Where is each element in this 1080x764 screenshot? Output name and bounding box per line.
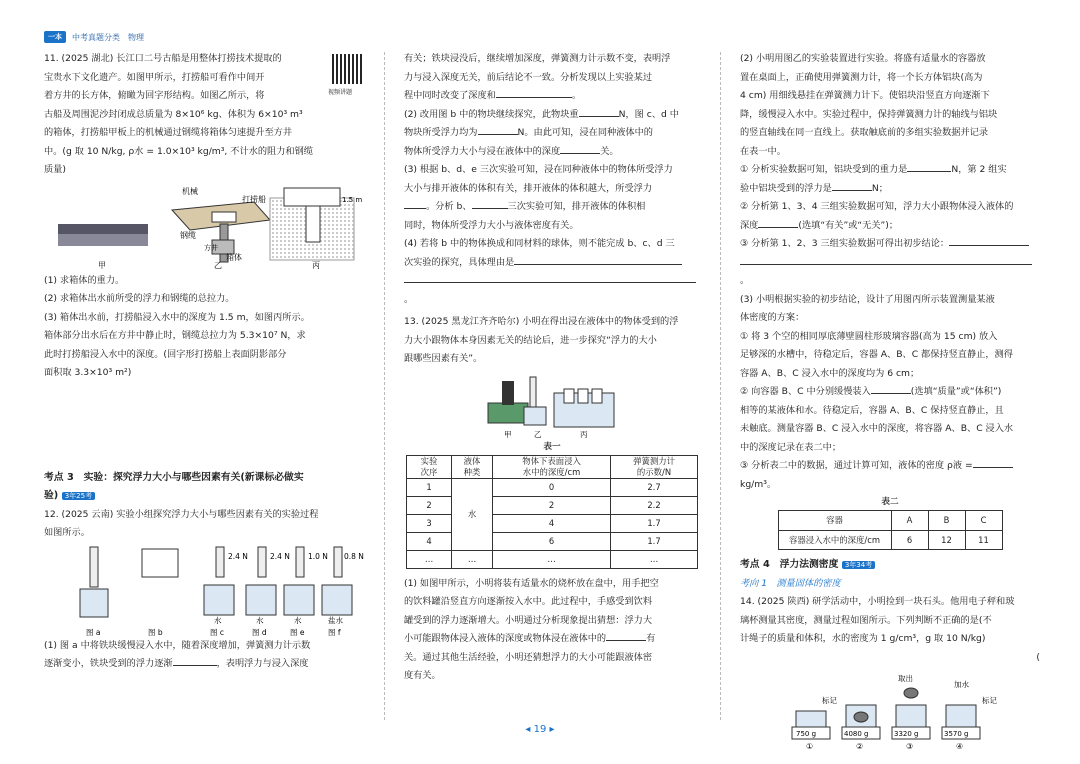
table2-header: A bbox=[891, 511, 928, 531]
reading-f: 0.8 N bbox=[344, 551, 364, 561]
page-number-value: 19 bbox=[533, 724, 547, 735]
container-yi bbox=[524, 407, 546, 425]
table1-cell: 4 bbox=[493, 514, 611, 532]
beaker-jia bbox=[488, 403, 528, 423]
q14-line: 计绳子的质量和体积，水的密度为 1 g/cm³，g 取 10 N/kg) bbox=[740, 633, 986, 644]
q12-part4: (4) 若将 b 中的物体换成和同材料的球体，则不能完成 b、c、d 三 bbox=[404, 238, 675, 249]
q13-sub3: ③ 分析第 1、2、3 三组实验数据可得出初步结论： bbox=[740, 238, 950, 249]
q13-part3: 容器 A、B、C 浸入水中的深度均为 6 cm； bbox=[740, 367, 920, 379]
caption-d: 图 d bbox=[252, 627, 267, 637]
reading-d: 2.4 N bbox=[270, 551, 290, 561]
caption-f: 图 f bbox=[328, 627, 341, 637]
table1-liquid: 水 bbox=[452, 478, 493, 550]
step-2: ② bbox=[856, 742, 864, 751]
q13-part3: (3) 小明根据实验的初步结论，设计了用图丙所示装置测量某液 bbox=[740, 293, 995, 305]
q13-part3: ③ 分析表二中的数据，通过计算可知，液体的密度 ρ液 = bbox=[740, 460, 973, 471]
q12-part1-text: ，表明浮力与浸入深度 bbox=[216, 658, 309, 669]
q13-part3: 体密度的方案： bbox=[740, 312, 805, 323]
q11-part: (3) 箱体出水前，打捞船浸入水中的深度为 1.5 m，如图丙所示。 bbox=[44, 311, 310, 323]
step-4: ④ bbox=[956, 742, 964, 751]
label-mark: 标记 bbox=[982, 696, 997, 705]
table2-cell: 容器浸入水中的深度/cm bbox=[778, 530, 891, 550]
q12-part3: 。分析 b、 bbox=[426, 201, 472, 212]
table1-cell: 2.2 bbox=[611, 496, 698, 514]
q13-part1: (1) 如图甲所示，小明将装有适量水的烧杯放在盘中，用手把空 bbox=[404, 577, 659, 589]
q12-part1-text: 逐渐变小，铁块受到的浮力逐渐 bbox=[44, 658, 173, 669]
table1-title: 表一 bbox=[543, 441, 561, 452]
table1-cell: 1.7 bbox=[611, 514, 698, 532]
kp3-title-cont: 验) bbox=[44, 490, 59, 501]
label-box: 箱体 bbox=[226, 252, 242, 262]
label-cable: 钢缆 bbox=[180, 230, 196, 240]
scale-measurement-diagram bbox=[740, 667, 1040, 751]
caption-e: 图 e bbox=[290, 627, 305, 637]
liquid-e: 水 bbox=[294, 615, 302, 625]
q11-part: (2) 求箱体出水前所受的浮力和钢缆的总拉力。 bbox=[44, 293, 235, 304]
table-1 bbox=[406, 455, 698, 569]
q13-part3: ① 将 3 个空的相同厚底薄壁圆柱形玻璃容器(高为 15 cm) 放入 bbox=[740, 330, 998, 342]
q12-line: 12. (2025 云南) 实验小组探究浮力大小与哪些因素有关的实验过程 bbox=[44, 508, 319, 520]
series-title: 中考真题分类 bbox=[72, 32, 120, 42]
table1-cell: … bbox=[452, 550, 493, 568]
answer-space bbox=[44, 383, 366, 469]
table1-header: 实验 次序 bbox=[407, 455, 452, 478]
answer-blank[interactable] bbox=[514, 254, 682, 265]
q12-part3: (3) 根据 b、d、e 三次实验可知，浸在同种液体中的物体所受浮力 bbox=[404, 164, 673, 175]
q13-part2: 4 cm) 用细线悬挂在弹簧测力计下。使铝块沿竖直方向逐渐下 bbox=[740, 90, 990, 101]
kp3-tag: 3年25考 bbox=[62, 492, 95, 500]
answer-blank[interactable] bbox=[949, 235, 1029, 246]
answer-blank[interactable] bbox=[871, 383, 911, 394]
caption-yi: 乙 bbox=[534, 429, 542, 439]
q13-part3: 未触底。测量容器 B、C 浸入水中的深度，将容器 A、B、C 浸入水 bbox=[740, 423, 1014, 434]
answer-blank[interactable] bbox=[472, 198, 508, 209]
left-column bbox=[44, 50, 366, 674]
table2-cell: 6 bbox=[891, 530, 928, 550]
q13-sub2: 深度 bbox=[740, 219, 759, 231]
qr-label: 视频讲题 bbox=[328, 89, 353, 96]
qr-code[interactable] bbox=[332, 54, 362, 84]
label-take-out: 取出 bbox=[898, 674, 913, 683]
spring-scale-diagram bbox=[44, 543, 366, 637]
reading-2: 4080 g bbox=[844, 730, 869, 738]
q14-figure bbox=[740, 667, 1040, 751]
table2-header: C bbox=[965, 511, 1002, 531]
q13-part1: 关。通过其他生活经验，小明还猜想浮力的大小可能跟液体密 bbox=[404, 651, 653, 663]
q12-part2: N，图 c、d 中 bbox=[618, 108, 679, 120]
reading-4: 3570 g bbox=[944, 730, 969, 738]
liquid-f: 盐水 bbox=[328, 615, 343, 625]
q13-line: 13. (2025 黑龙江齐齐哈尔) 小明在得出浸在液体中的物体受到的浮 bbox=[404, 316, 679, 327]
q12-line: 有关；铁块浸没后，继续增加深度，弹簧测力计示数不变，表明浮 bbox=[404, 53, 671, 64]
answer-blank[interactable] bbox=[758, 217, 798, 228]
q13-part3: kg/m³。 bbox=[740, 478, 777, 490]
table2-title: 表二 bbox=[881, 497, 899, 507]
answer-blank[interactable] bbox=[560, 143, 600, 154]
label-machine: 机械 bbox=[182, 186, 198, 196]
q11-line: 古船及周围泥沙封闭成总质量为 8×10⁶ kg、体积为 6×10³ m³ bbox=[44, 108, 303, 120]
q13-sub1: N，第 2 组实 bbox=[951, 164, 1007, 175]
caption-a: 图 a bbox=[86, 627, 101, 637]
series-badge: 一本 bbox=[44, 31, 66, 43]
table1-cell: 2 bbox=[407, 496, 452, 514]
kp4-tag: 3年34考 bbox=[842, 561, 875, 569]
answer-blank[interactable] bbox=[496, 87, 572, 98]
q12-part2: 关。 bbox=[600, 145, 619, 157]
label-depth: 1.5 m bbox=[342, 195, 363, 204]
reading-3: 3320 g bbox=[894, 730, 919, 738]
table1-cell: … bbox=[611, 550, 698, 568]
answer-blank[interactable] bbox=[478, 124, 518, 135]
q13-sub1: 验中铝块受到的浮力是 bbox=[740, 182, 832, 194]
caption-jia: 甲 bbox=[504, 429, 512, 439]
table2-cell: 11 bbox=[965, 530, 1002, 550]
label-mark: 标记 bbox=[822, 696, 837, 705]
table1-cell: 2.7 bbox=[611, 478, 698, 496]
table1-cell: 1 bbox=[407, 478, 452, 496]
q13-part3: (选填“质量”或“体积”) bbox=[910, 386, 1002, 397]
q13-part2: 置在桌面上，正确使用弹簧测力计，将一个长方体铝块(高为 bbox=[740, 71, 983, 83]
q14-line: 璃杯测量其密度，测量过程如图所示。下列判断不正确的是(不 bbox=[740, 614, 992, 626]
q13-line: 跟哪些因素有关”。 bbox=[404, 353, 483, 364]
q13-sub3: 。 bbox=[740, 275, 750, 286]
liquid-c: 水 bbox=[214, 615, 222, 625]
q13-line: 力大小跟物体本身因素无关的结论后，进一步探究“浮力的大小 bbox=[404, 334, 657, 346]
page-number: ◂ 19 ▸ bbox=[525, 724, 555, 735]
q12-line: 力与浸入深度无关，前后结论不一致。分析发现以上实验某过 bbox=[404, 71, 653, 83]
caption-jia: 甲 bbox=[98, 260, 106, 270]
table1-cell: 1.7 bbox=[611, 532, 698, 550]
liquid-d: 水 bbox=[256, 615, 264, 625]
q12-part3: 三次实验可知，排开液体的体积相 bbox=[507, 201, 646, 212]
q13-figure bbox=[404, 369, 700, 439]
q13-part3: 足够深的水槽中，待稳定后，容器 A、B、C 都保持竖直静止，测得 bbox=[740, 349, 1013, 360]
q12-figure bbox=[44, 543, 366, 637]
q12-part2: (2) 改用图 b 中的物块继续探究，此物块重 bbox=[404, 108, 579, 120]
q12-part2: 物块所受浮力均为 bbox=[404, 127, 478, 138]
reading-e: 1.0 N bbox=[308, 551, 328, 561]
answer-blank[interactable] bbox=[173, 655, 217, 666]
table1-cell: … bbox=[407, 550, 452, 568]
table1-cell: 2 bbox=[493, 496, 611, 514]
q11-line: 11. (2025 湖北) 长江口二号古船是用整体打捞技术提取的 bbox=[44, 53, 282, 64]
label-pit: 方井 bbox=[204, 243, 218, 252]
caption-yi: 乙 bbox=[214, 260, 222, 270]
q13-part2: 降，缓慢浸入水中。实验过程中，保持弹簧测力计的轴线与铝块 bbox=[740, 108, 998, 120]
answer-blank[interactable] bbox=[606, 630, 646, 641]
table1-cell: … bbox=[493, 550, 611, 568]
q11-figure bbox=[44, 180, 366, 272]
q11-part: 面积取 3.3×10³ m²) bbox=[44, 367, 132, 378]
answer-paren[interactable]: ( bbox=[1036, 651, 1040, 663]
q11-line: 宝贵水下文化遗产。如图甲所示，打捞船可看作中间开 bbox=[44, 71, 265, 83]
q11-part: 箱体部分出水后在方井中静止时，钢缆总拉力为 5.3×10⁷ N，求 bbox=[44, 330, 306, 341]
q12-part4: 次实验的探究，具体理由是 bbox=[404, 256, 515, 268]
right-column bbox=[740, 50, 1040, 751]
table1-header: 物体下表面浸入 水中的深度/cm bbox=[493, 455, 611, 478]
q13-sub1: ① 分析实验数据可知，铝块受到的重力是 bbox=[740, 164, 908, 175]
q14-line: 14. (2025 陕西) 研学活动中，小明捡到一块石头。他用电子秤和玻 bbox=[740, 596, 1015, 607]
q11-line: 着方井的长方体，俯瞰为回字形结构。如图乙所示，将 bbox=[44, 90, 265, 101]
kp3-title: 考点 3 实验：探究浮力大小与哪些因素有关(新课标必做实 bbox=[44, 471, 304, 483]
label-ship: 打捞船 bbox=[242, 194, 266, 204]
table1-cell: 0 bbox=[493, 478, 611, 496]
caption-bing: 丙 bbox=[580, 429, 588, 439]
q13-sub1: N； bbox=[871, 182, 888, 194]
answer-blank[interactable] bbox=[907, 161, 951, 172]
q11-part: (1) 求箱体的重力。 bbox=[44, 274, 125, 286]
label-add-water: 加水 bbox=[954, 680, 969, 689]
answer-blank[interactable] bbox=[973, 457, 1013, 468]
table2-header: 容器 bbox=[778, 511, 891, 531]
table1-header: 弹簧测力计 的示数/N bbox=[611, 455, 698, 478]
question-11 bbox=[44, 50, 366, 180]
column-divider bbox=[720, 52, 721, 720]
q13-part2: 在表一中。 bbox=[740, 145, 786, 157]
direction-label: 考向 1 测量固体的密度 bbox=[740, 577, 841, 589]
column-divider bbox=[384, 52, 385, 720]
answer-blank[interactable] bbox=[740, 254, 1032, 265]
q12-part2: N。由此可知，浸在同种液体中的 bbox=[517, 127, 653, 138]
answer-blank[interactable] bbox=[832, 180, 872, 191]
reading-c: 2.4 N bbox=[228, 551, 248, 561]
table1-cell: 3 bbox=[407, 514, 452, 532]
q13-part1: 有 bbox=[646, 633, 656, 644]
q13-part3: 中的深度记录在表二中； bbox=[740, 441, 842, 453]
q11-part: 此时打捞船浸入水中的深度。(回字形打捞船上表面阴影部分 bbox=[44, 348, 287, 360]
table-2 bbox=[778, 510, 1003, 550]
caption-c: 图 c bbox=[210, 627, 225, 637]
table2-header: B bbox=[928, 511, 965, 531]
q13-part2: 的竖直轴线在同一直线上。获取触底前的多组实验数据并记录 bbox=[740, 127, 989, 138]
table1-header: 液体 种类 bbox=[452, 455, 493, 478]
q13-part1: 的饮料罐沿竖直方向逐渐按入水中。此过程中，手感受到饮料 bbox=[404, 596, 653, 607]
caption-b: 图 b bbox=[148, 627, 163, 637]
subject-label: 物理 bbox=[128, 32, 144, 42]
q13-sub2: (选填“有关”或“无关”)； bbox=[798, 219, 899, 231]
q12-line: 如图所示。 bbox=[44, 527, 90, 538]
ship-side-view bbox=[284, 188, 340, 206]
q13-sub2: ② 分析第 1、3、4 三组实验数据可知，浮力大小跟物体浸入液体的 bbox=[740, 201, 1014, 212]
q13-part2: (2) 小明用图乙的实验装置进行实验。将盛有适量水的容器放 bbox=[740, 53, 986, 64]
q11-line: 的箱体，打捞船甲板上的机械通过钢缆将箱体匀速提升至方井 bbox=[44, 127, 293, 138]
answer-blank[interactable] bbox=[404, 272, 696, 283]
middle-column: 有关；铁块浸没后，继续增加深度，弹簧测力计示数不变，表明浮 力与浸入深度无关，前后结论不一致。分析发现以上实验某过 程中同时改变了深度和 。 (2) 改用图 b 中的物块继续探究，此物块重 N，图 c、d 中 物块所受浮力均为 N。由此可知，浸在同种液体中的 物体所受浮力大小与浸在液体中的深度 关。 (3) 根据 b、d、e 三次实验可知，浸在同种液体中的物体所受浮力 大小与排开液体的体积有关，排开液体的体积越大，所受浮力 。分析 b、 三次实验可知，排开液体的体积相 同时，物体所受浮力大小与液体密度有关。 (4) 若将 b 中的物体换成和同材料的球体，则不能完成 b、c、d 三 次实验的探究，具体理由是 。 13. (2025 黑龙江齐齐哈尔) 小明在得出浸在液体中的物体受到的浮 力大小跟物体本身因素无关的结论后，进一步探究“浮力的大小 跟哪些因素有关”。 甲 乙 丙 表一 实验 次序 液体 种类 物体下表面浸入 水中的深度/cm 弹簧测力计 的示数/N 1 水 0 2.7 2 2 2.2 3 4 1.7 4 6 1.7 … … … … (1) 如图甲所示，小明将装有适量水的烧杯放在盘中，用手把空 的饮料罐沿竖直方向逐渐按入水中。此过程中，手感受到饮料 罐受到的浮力逐渐增大。小明通过分析现象提出猜想：浮力大 小可能跟物体浸入液体的深度或物体浸在液体中的 有 关。通过其他生活经验，小明还猜想浮力的大小可能跟液体密 度有关。 bbox=[404, 50, 700, 686]
table1-cell: 4 bbox=[407, 532, 452, 550]
step-1: ① bbox=[806, 742, 814, 751]
q11-line: 质量) bbox=[44, 164, 66, 175]
q13-part3: 相等的某液体和水。待稳定后，容器 A、B、C 保持竖直静止，且 bbox=[740, 404, 1004, 416]
q11-line: 中。(g 取 10 N/kg, ρ水 = 1.0×10³ kg/m³, 不计水的阻力和钢缆 bbox=[44, 145, 313, 157]
q12-part3: 同时，物体所受浮力大小与液体密度有关。 bbox=[404, 219, 579, 231]
q13-part3: ② 向容器 B、C 中分别缓慢装入 bbox=[740, 386, 871, 397]
reading-1: 750 g bbox=[796, 730, 817, 738]
q12-part3: 大小与排开液体的体积有关，排开液体的体积越大，所受浮力 bbox=[404, 182, 653, 194]
answer-blank[interactable] bbox=[579, 106, 619, 117]
kp4-title: 考点 4 浮力法测密度 bbox=[740, 559, 839, 570]
step-3: ③ bbox=[906, 742, 914, 751]
q13-part1: 小可能跟物体浸入液体的深度或物体浸在液体中的 bbox=[404, 633, 607, 644]
q13-apparatus bbox=[404, 369, 700, 439]
q12-line: 程中同时改变了深度和 bbox=[404, 90, 496, 101]
page-header bbox=[44, 30, 144, 44]
caption-bing: 丙 bbox=[312, 260, 320, 270]
salvage-ship-diagram bbox=[44, 180, 366, 272]
q13-part1: 度有关。 bbox=[404, 670, 441, 681]
q13-part1: 罐受到的浮力逐渐增大。小明通过分析现象提出猜想：浮力大 bbox=[404, 614, 653, 626]
q12-part2: 物体所受浮力大小与浸在液体中的深度 bbox=[404, 145, 561, 157]
q12-part1: (1) 图 a 中将铁块缓慢浸入水中，随着深度增加，弹簧测力计示数 bbox=[44, 639, 311, 651]
answer-blank[interactable] bbox=[404, 198, 426, 209]
table2-cell: 12 bbox=[928, 530, 965, 550]
table1-cell: 6 bbox=[493, 532, 611, 550]
